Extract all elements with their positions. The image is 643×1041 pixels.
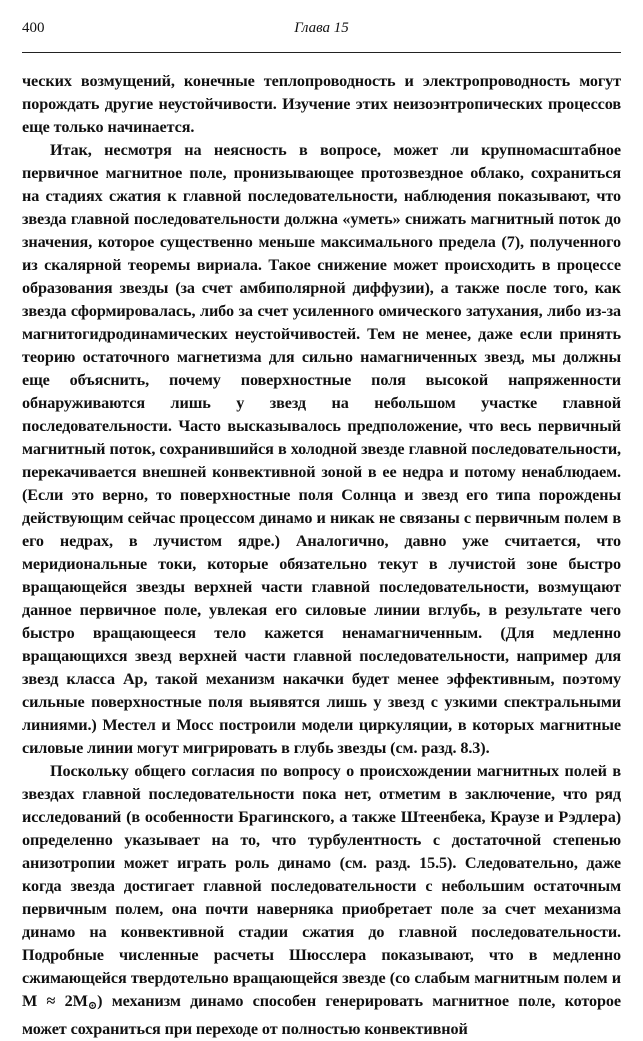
header-rule bbox=[22, 52, 621, 53]
chapter-title: Глава 15 bbox=[294, 20, 349, 36]
page-number: 400 bbox=[22, 20, 45, 36]
paragraph-dynamo-text: Поскольку общего согласия по вопросу о происхождении магнитных полей в звездах главной последовательности пока нет, отметим в заключение, что ряд исследований (в особенности Брагинского, а также Штеенбека, Краузе и Рэдлера) определенно указывает на то, что турбулентность с достаточной степенью анизотропии может играть роль динамо (см. разд. 15.5). Следовательно, даже когда звезда достигает главной последовательности с небольшим остаточным первичным полем, она почти наверняка приобретает поле за счет механизма динамо на конвективной стадии сжатия до главной последовательности. Подробные численные расчеты Шюсслера показывают, что в медленно сжимающейся твердотельно вращающейся звезде (со слабым магнитным полем и bbox=[22, 762, 621, 987]
paragraph-continuation: ческих возмущений, конечные теплопроводность и электропроводность могут порождать другие неустойчивости. Изучение этих неизоэнтропических процессов еще только начинается. bbox=[22, 72, 621, 136]
paragraph-dynamo bbox=[22, 760, 621, 1041]
paragraph-magnetic-flux: Итак, несмотря на неясность в вопросе, может ли крупномасштабное первичное магнитное поле, пронизывающее протозвездное облако, сохраниться на стадиях сжатия к главной последовательности, наблюдения показывают, что звезда главной последовательности должна «уметь» снижать магнитный поток до значения, которое существенно меньше максимального предела (7), полученного из скалярной теоремы вириала. Такое снижение может происходить в процессе образования звезды (за счет амбиполярной диффузии), а также после того, как звезда сформировалась, либо за счет усиленного омического затухания, либо из-за магнитогидродинамических неустойчивостей. Тем не менее, даже если принять теорию остаточного магнетизма для сильно намагниченных звезд, мы должны еще объяснить, почему поверхностные поля высокой напряженности обнаруживаются лишь у звезд на небольшом участке главной последовательности. Часто высказывалось предположение, что весь первичный магнитный поток, сохранившийся в холодной звезде главной последовательности, перекачивается внешней конвективной зоной в ее недра и потому ненаблюдаем. (Если это верно, то поверхностные поля Солнца и звезд его типа порождены действующим сейчас процессом динамо и никак не связаны с первичным полем в его недрах, в лучистом ядре.) Аналогично, давно уже считается, что меридиональные токи, которые обязательно текут в лучистой зоне быстро вращающейся звезды верхней части главной последовательности, возмущают данное первичное поле, увлекая его силовые линии вглубь, в результате чего быстро вращающееся тело кажется ненамагниченным. (Для медленно вращающихся звезд верхней части главной последовательности, например для звезд класса Ap, такой механизм накачки будет менее эффективным, поэтому сильные поверхностные поля выявятся лишь у звезд с узкими спектральными линиями.) Местел и Мосс построили модели циркуляции, в которых магнитные силовые линии могут мигрировать в глубь звезды (см. разд. 8.3). bbox=[22, 141, 621, 757]
mass-symbol: M ≈ 2M bbox=[22, 992, 88, 1010]
paragraph-dynamo-tail: ) механизм динамо способен генерировать магнитное поле, которое может сохраниться при переходе от полностью конвективной bbox=[22, 992, 621, 1038]
body-text bbox=[22, 70, 621, 1041]
sun-symbol: ⊙ bbox=[87, 999, 98, 1012]
page-header bbox=[22, 18, 621, 42]
